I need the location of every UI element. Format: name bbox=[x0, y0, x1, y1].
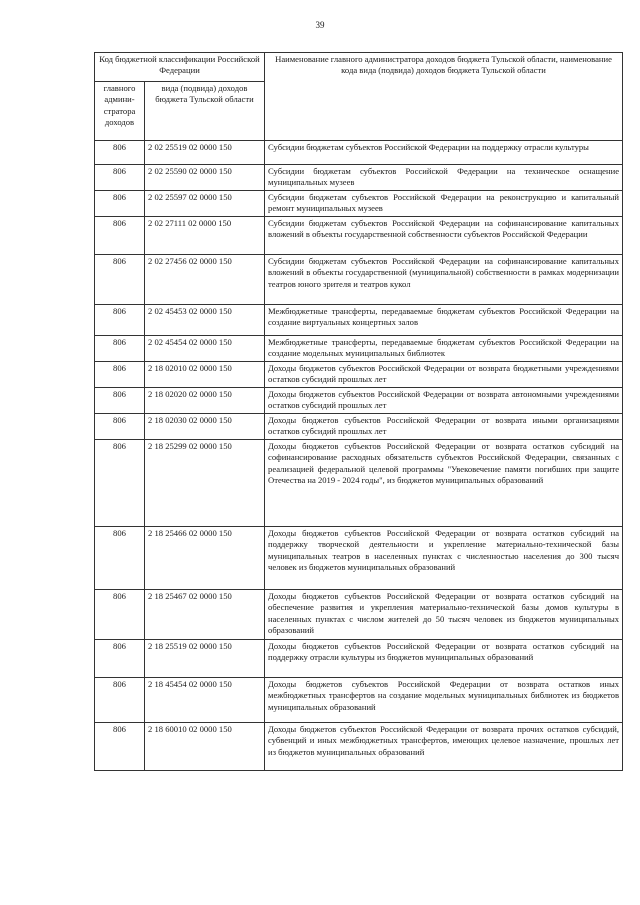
income-name-cell: Субсидии бюджетам субъектов Российской Федерации на софинансирование капитальных вложений в объекты государственной (муниципальной) собственности в рамках модернизации театров юного зрителя и театров кукол bbox=[265, 255, 623, 305]
income-code-cell: 2 02 25519 02 0000 150 bbox=[145, 141, 265, 165]
table-row bbox=[95, 590, 623, 640]
income-name-cell: Субсидии бюджетам субъектов Российской Федерации на поддержку отрасли культуры bbox=[265, 141, 623, 165]
header-administrator-name: Наименование главного администратора доходов бюджета Тульской области, наименование кода вида (подвида) доходов бюджета Тульской области bbox=[265, 53, 623, 141]
income-name-cell: Межбюджетные трансферты, передаваемые бюджетам субъектов Российской Федерации на создание модельных муниципальных библиотек bbox=[265, 336, 623, 362]
table-row bbox=[95, 414, 623, 440]
income-name-cell: Доходы бюджетов субъектов Российской Федерации от возврата остатков субсидий на поддержку отрасли культуры из бюджетов муниципальных образований bbox=[265, 640, 623, 678]
income-name-cell: Доходы бюджетов субъектов Российской Федерации от возврата иными организациями остатков субсидий прошлых лет bbox=[265, 414, 623, 440]
income-code-cell: 2 02 27111 02 0000 150 bbox=[145, 217, 265, 255]
table-row bbox=[95, 362, 623, 388]
table-row bbox=[95, 678, 623, 723]
income-code-cell: 2 02 25590 02 0000 150 bbox=[145, 165, 265, 191]
admin-code-cell: 806 bbox=[95, 723, 145, 771]
table-row bbox=[95, 141, 623, 165]
income-name-cell: Доходы бюджетов субъектов Российской Федерации от возврата бюджетными учреждениями остатков субсидий прошлых лет bbox=[265, 362, 623, 388]
income-name-cell: Межбюджетные трансферты, передаваемые бюджетам субъектов Российской Федерации на создание виртуальных концертных залов bbox=[265, 305, 623, 336]
table-row bbox=[95, 191, 623, 217]
table-row bbox=[95, 217, 623, 255]
income-name-cell: Субсидии бюджетам субъектов Российской Федерации на реконструкцию и капитальный ремонт муниципальных музеев bbox=[265, 191, 623, 217]
income-name-cell: Субсидии бюджетам субъектов Российской Федерации на техническое оснащение муниципальных музеев bbox=[265, 165, 623, 191]
admin-code-cell: 806 bbox=[95, 217, 145, 255]
income-code-cell: 2 18 02010 02 0000 150 bbox=[145, 362, 265, 388]
income-name-cell: Субсидии бюджетам субъектов Российской Федерации на софинансирование капитальных вложений в объекты государственной собственности субъектов Российской Федерации bbox=[265, 217, 623, 255]
admin-code-cell: 806 bbox=[95, 590, 145, 640]
income-name-cell: Доходы бюджетов субъектов Российской Федерации от возврата прочих остатков субсидий, субвенций и иных межбюджетных трансфертов, имеющих целевое назначение, прошлых лет из бюджетов муниципальных образований bbox=[265, 723, 623, 771]
income-code-cell: 2 18 02020 02 0000 150 bbox=[145, 388, 265, 414]
income-code-cell: 2 18 25467 02 0000 150 bbox=[145, 590, 265, 640]
admin-code-cell: 806 bbox=[95, 305, 145, 336]
income-code-cell: 2 18 02030 02 0000 150 bbox=[145, 414, 265, 440]
table-row bbox=[95, 305, 623, 336]
income-code-cell: 2 02 45454 02 0000 150 bbox=[145, 336, 265, 362]
income-code-cell: 2 18 45454 02 0000 150 bbox=[145, 678, 265, 723]
income-code-cell: 2 18 60010 02 0000 150 bbox=[145, 723, 265, 771]
admin-code-cell: 806 bbox=[95, 336, 145, 362]
table-header-row bbox=[95, 53, 623, 82]
income-name-cell: Доходы бюджетов субъектов Российской Федерации от возврата автономными учреждениями остатков субсидий прошлых лет bbox=[265, 388, 623, 414]
header-classification-code: Код бюджетной классификации Российской Федерации bbox=[95, 53, 265, 82]
admin-code-cell: 806 bbox=[95, 527, 145, 590]
admin-code-cell: 806 bbox=[95, 255, 145, 305]
header-income-kind-code: вида (подвида) доходов бюджета Тульской области bbox=[145, 82, 265, 141]
admin-code-cell: 806 bbox=[95, 640, 145, 678]
table-row bbox=[95, 255, 623, 305]
budget-classification-table bbox=[94, 52, 623, 771]
income-code-cell: 2 02 27456 02 0000 150 bbox=[145, 255, 265, 305]
income-name-cell: Доходы бюджетов субъектов Российской Федерации от возврата остатков субсидий на обеспечение развития и укрепления материально-технической базы домов культуры в населенных пунктах с числом жителей до 50 тысяч человек из бюджетов муниципальных образований bbox=[265, 590, 623, 640]
admin-code-cell: 806 bbox=[95, 362, 145, 388]
admin-code-cell: 806 bbox=[95, 678, 145, 723]
income-code-cell: 2 18 25299 02 0000 150 bbox=[145, 440, 265, 527]
table-row bbox=[95, 440, 623, 527]
table-row bbox=[95, 723, 623, 771]
table-row bbox=[95, 640, 623, 678]
admin-code-cell: 806 bbox=[95, 165, 145, 191]
admin-code-cell: 806 bbox=[95, 414, 145, 440]
table-row bbox=[95, 336, 623, 362]
income-name-cell: Доходы бюджетов субъектов Российской Федерации от возврата остатков субсидий на поддержку творческой деятельности и укрепление материально-технической базы муниципальных театров в населенных пунктах с численностью населения до 300 тысяч человек из бюджетов муниципальных образований bbox=[265, 527, 623, 590]
header-admin-code: главного админи-стратора доходов bbox=[95, 82, 145, 141]
admin-code-cell: 806 bbox=[95, 388, 145, 414]
admin-code-cell: 806 bbox=[95, 440, 145, 527]
table-row bbox=[95, 388, 623, 414]
page-number: 39 bbox=[315, 20, 325, 30]
income-code-cell: 2 18 25519 02 0000 150 bbox=[145, 640, 265, 678]
table-row bbox=[95, 165, 623, 191]
admin-code-cell: 806 bbox=[95, 141, 145, 165]
income-name-cell: Доходы бюджетов субъектов Российской Федерации от возврата остатков иных межбюджетных трансфертов на создание модельных муниципальных библиотек из бюджетов муниципальных образований bbox=[265, 678, 623, 723]
income-code-cell: 2 02 45453 02 0000 150 bbox=[145, 305, 265, 336]
income-code-cell: 2 02 25597 02 0000 150 bbox=[145, 191, 265, 217]
admin-code-cell: 806 bbox=[95, 191, 145, 217]
table-row bbox=[95, 527, 623, 590]
income-name-cell: Доходы бюджетов субъектов Российской Федерации от возврата остатков субсидий на софинансирование расходных обязательств субъектов Российской Федерации, связанных с реализацией федеральной целевой программы "Увековечение памяти погибших при защите Отечества на 2019 - 2024 годы", из бюджетов муниципальных образований bbox=[265, 440, 623, 527]
income-code-cell: 2 18 25466 02 0000 150 bbox=[145, 527, 265, 590]
